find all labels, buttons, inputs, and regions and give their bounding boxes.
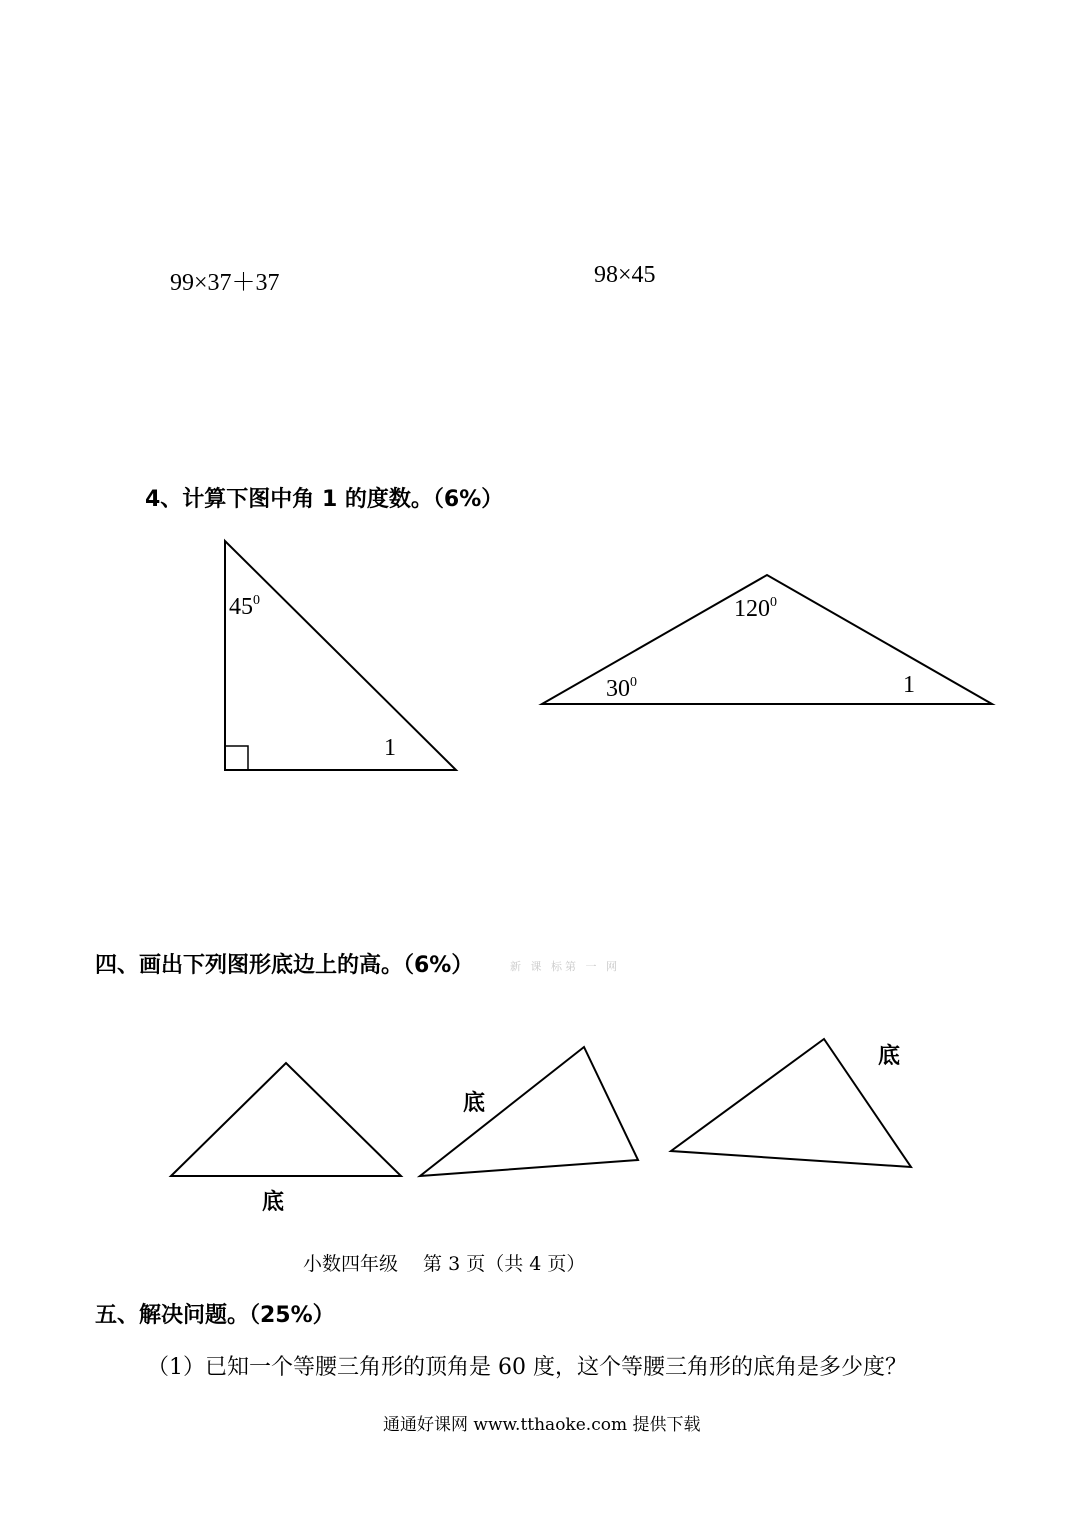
site-footer: 通通好课网 www.tthaoke.com 提供下载 bbox=[383, 1415, 701, 1435]
base-label-b: 底 bbox=[463, 1091, 486, 1116]
angle-30-label: $30^0$ bbox=[606, 675, 637, 702]
expression-2: 98×45 bbox=[594, 262, 656, 288]
angle-120-label: $120^0$ bbox=[734, 595, 777, 622]
angle-1-label-left: 1 bbox=[384, 735, 396, 761]
question-4-heading: 4、计算下图中角 1 的度数。（6%） bbox=[145, 487, 504, 512]
page-number-footer: 小数四年级 第 3 页（共 4 页） bbox=[303, 1253, 586, 1275]
triangle-c bbox=[671, 1039, 911, 1167]
watermark-text: 新 课 标第 一 网 bbox=[510, 960, 620, 973]
section-4-heading: 四、画出下列图形底边上的高。（6%） bbox=[95, 953, 474, 978]
problem-1-text: （1）已知一个等腰三角形的顶角是 60 度，这个等腰三角形的底角是多少度？ bbox=[147, 1355, 907, 1380]
base-label-c: 底 bbox=[878, 1044, 901, 1069]
triangle-a bbox=[171, 1063, 401, 1176]
angle-1-label-right: 1 bbox=[903, 672, 915, 698]
base-label-a: 底 bbox=[262, 1190, 285, 1215]
section-5-heading: 五、解决问题。（25%） bbox=[95, 1303, 335, 1328]
angle-45-label: $45^0$ bbox=[229, 593, 260, 620]
expression-1: 99×37＋37 bbox=[170, 270, 280, 296]
triangle-b bbox=[420, 1047, 638, 1176]
